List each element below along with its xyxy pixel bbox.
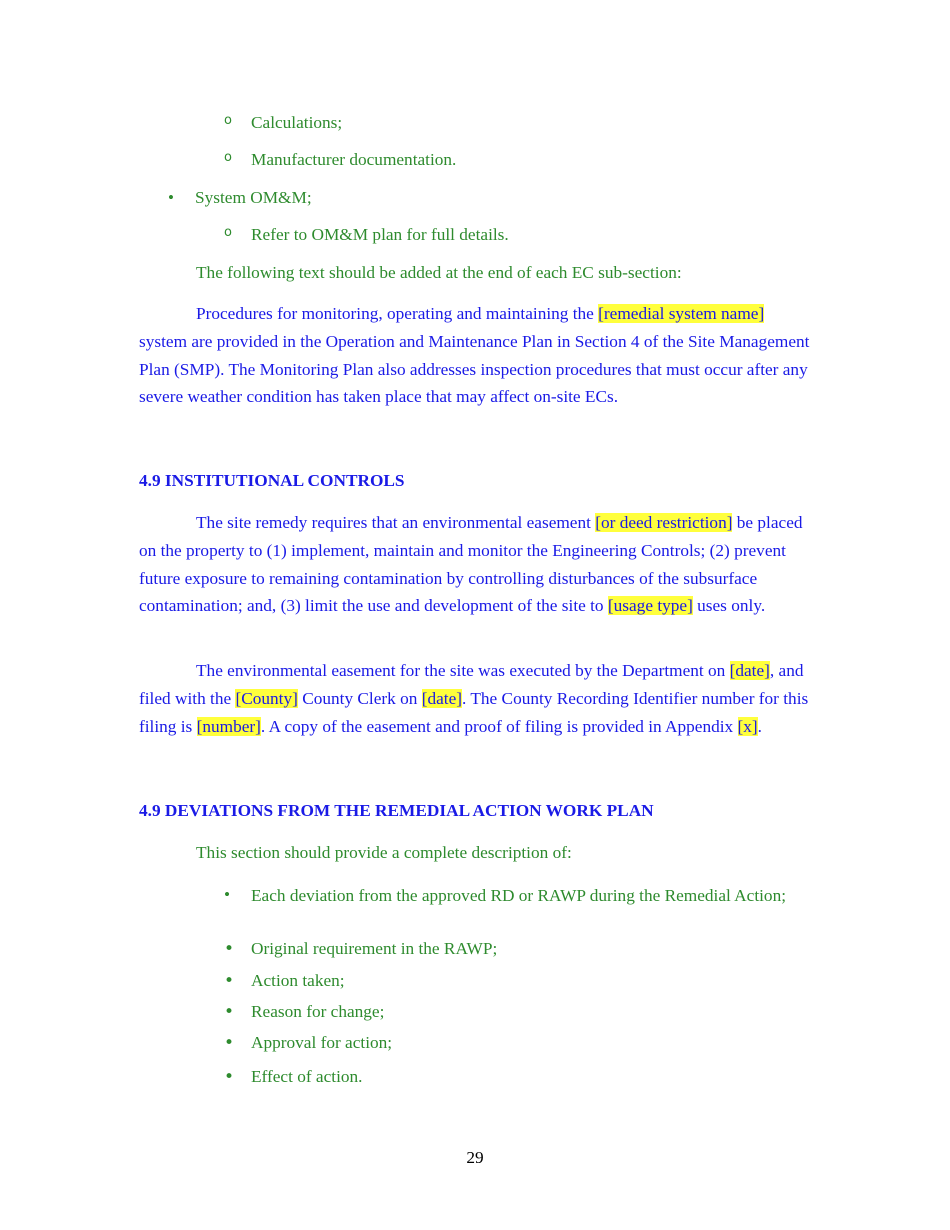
disc-bullet-icon: •	[224, 885, 231, 904]
placeholder-deed-restriction: [or deed restriction]	[595, 513, 733, 532]
disc-bullet-icon: •	[168, 188, 174, 207]
circle-bullet-icon: o	[224, 150, 232, 165]
circle-bullet-icon: o	[224, 113, 232, 128]
dev-item-each-deviation: • Each deviation from the approved RD or RAWP during the Remedial Action;	[224, 885, 787, 905]
placeholder-county: [County]	[235, 688, 298, 708]
instruction-end-of-subsection: The following text should be added at the end of each EC sub-section:	[196, 263, 682, 282]
heading-deviations: 4.9 DEVIATIONS FROM THE REMEDIAL ACTION WORK PLAN	[139, 801, 654, 820]
circle-bullet-icon: o	[224, 225, 232, 240]
disc-bullet-icon: •	[224, 939, 235, 959]
placeholder-appendix: [x]	[737, 716, 758, 736]
easement-paragraph: The environmental easement for the site was executed by the Department on [date], and filed with the [County] County Clerk on [date]. The County Recording Identifier number for this filing is [number]. A copy of the easement and proof of filing is provided in Appendix [x].	[139, 661, 809, 736]
disc-bullet-icon: •	[224, 1067, 235, 1087]
placeholder-date-executed: [date]	[729, 661, 770, 680]
placeholder-number: [number]	[196, 716, 261, 736]
heading-institutional-controls: 4.9 INSTITUTIONAL CONTROLS	[139, 471, 405, 490]
placeholder-date-filed: [date]	[421, 688, 463, 708]
instruction-deviations: This section should provide a complete description of:	[196, 843, 572, 862]
disc-bullet-icon: •	[224, 971, 235, 991]
site-remedy-paragraph: The site remedy requires that an environmental easement [or deed restriction] be placed on the property to (1) implement, maintain and monitor the Engineering Controls; (2) prevent future exposure to remaining contamination by controlling disturbances of the subsurface contamination; and, (3) limit the use and development of the site to [usage type] uses only.	[139, 513, 803, 616]
om-procedures-paragraph: Procedures for monitoring, operating and maintaining the [remedial system name] system are provided in the Operation and Maintenance Plan in Section 4 of the Site Management Plan (SMP). The Monitoring Plan also addresses inspection procedures that must occur after any severe weather condition has taken place that may affect on-site ECs.	[139, 304, 810, 407]
disc-bullet-icon: •	[224, 1002, 235, 1022]
placeholder-usage-type: [usage type]	[607, 596, 693, 616]
page-number: 29	[466, 1148, 484, 1167]
disc-bullet-icon: •	[224, 1033, 235, 1053]
placeholder-remedial-system-name: [remedial system name]	[598, 304, 765, 323]
